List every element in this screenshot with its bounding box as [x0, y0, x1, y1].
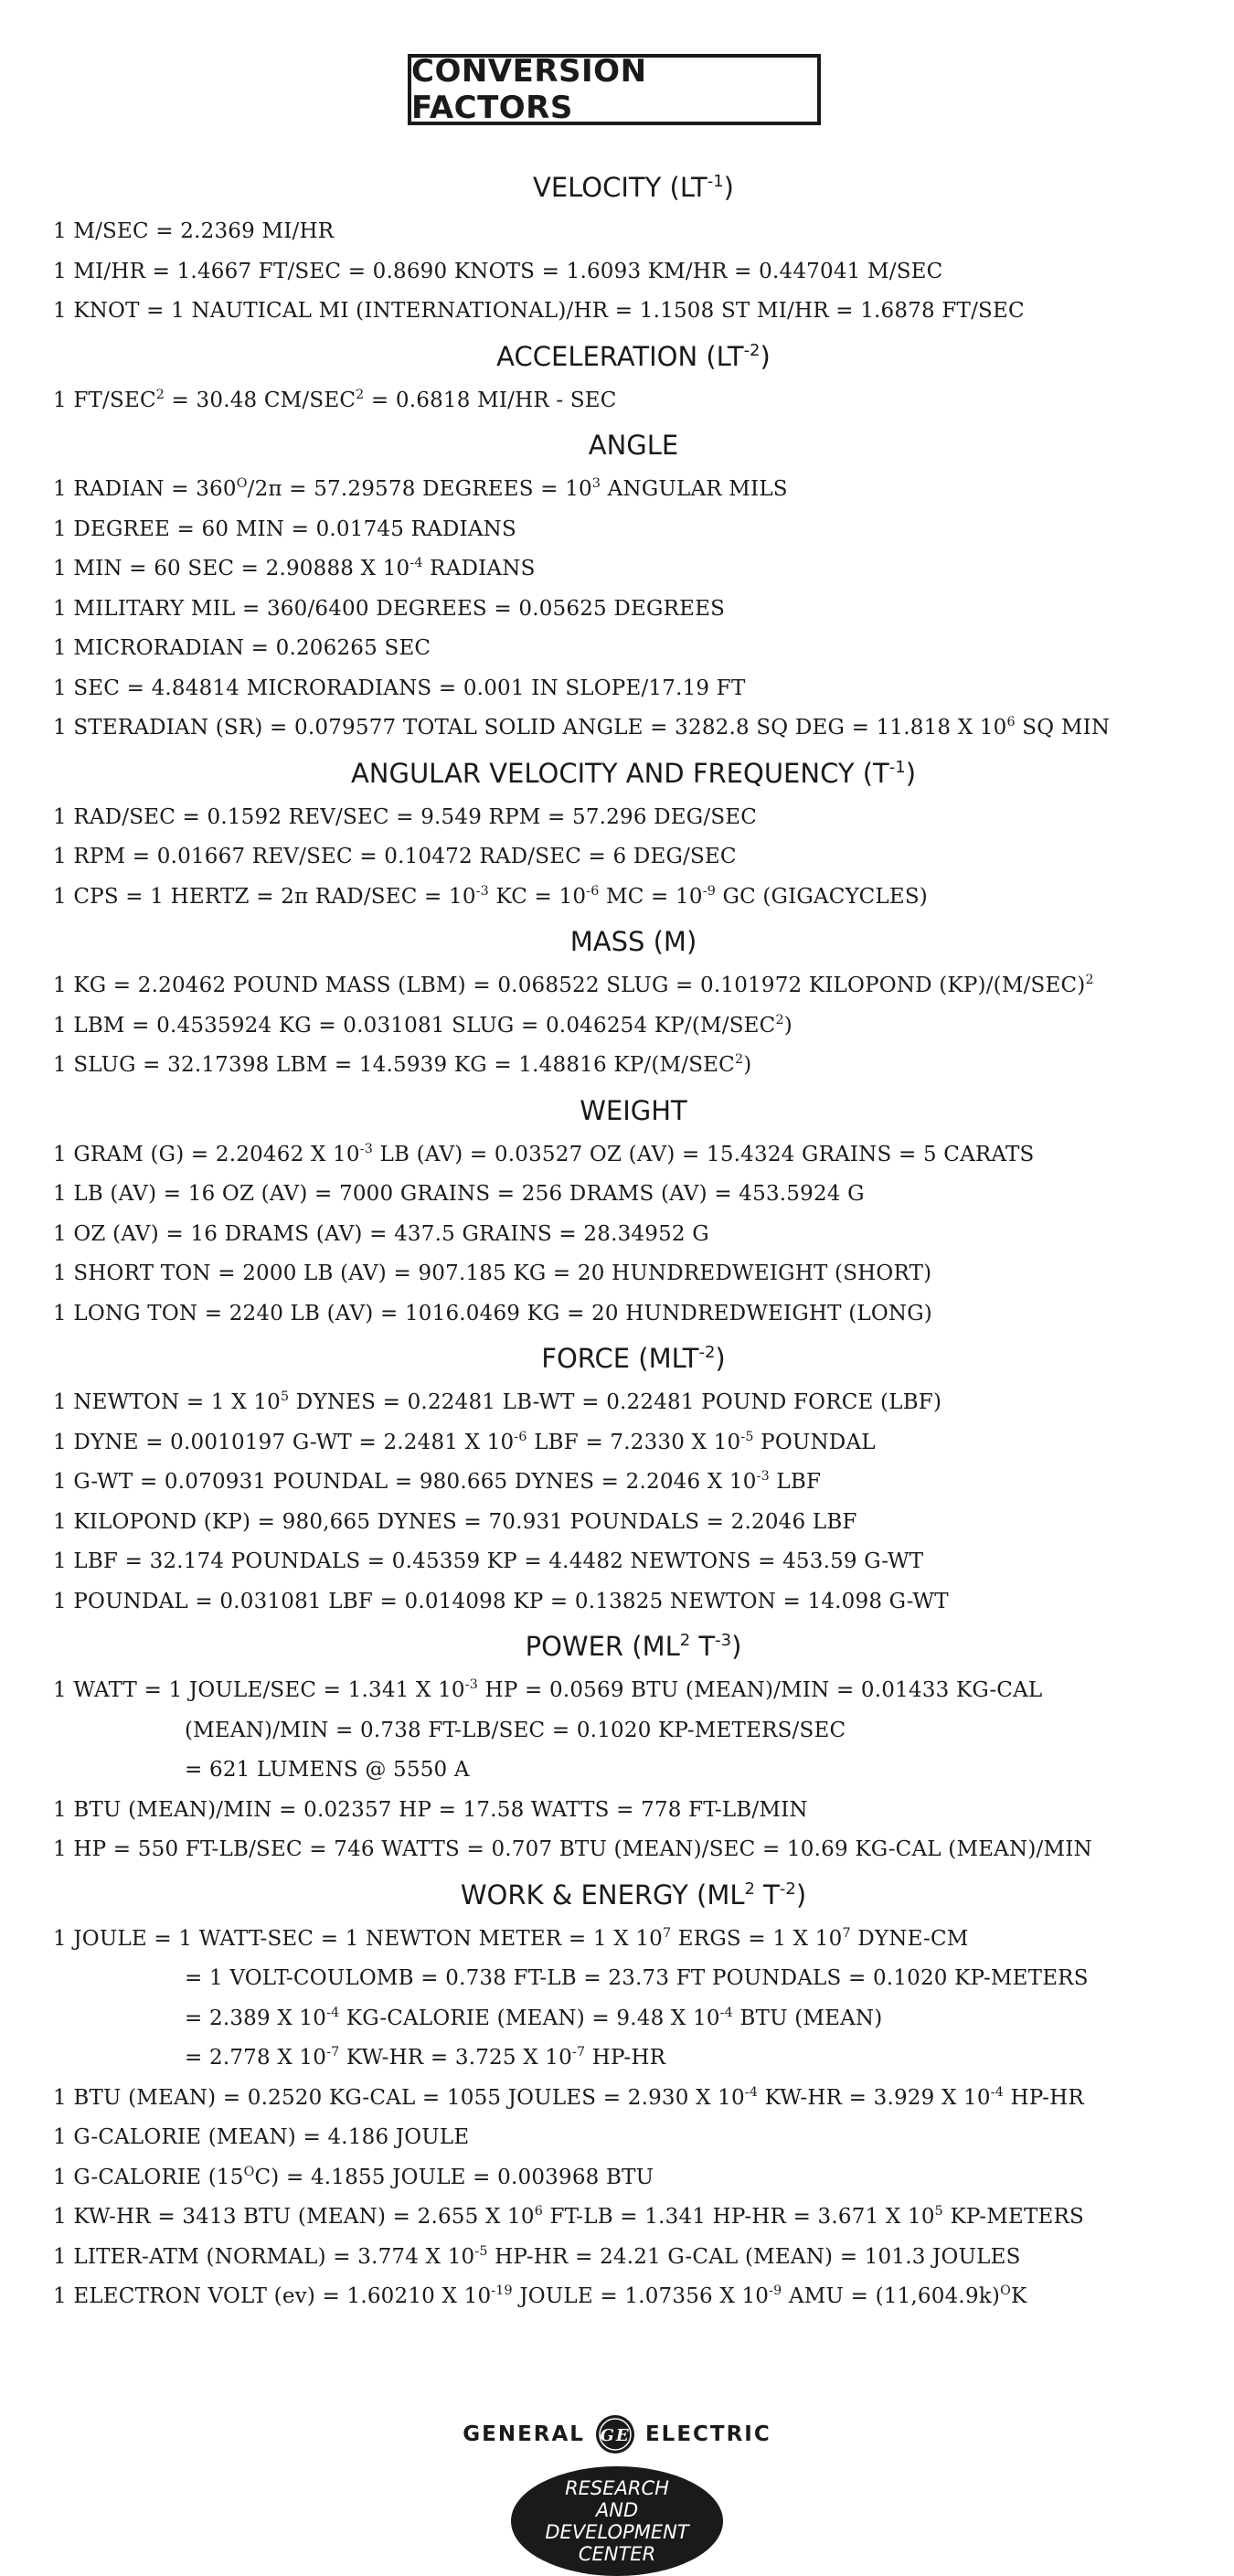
ge-brand — [0, 2413, 1234, 2455]
brand-right-text: ELECTRIC — [644, 2422, 771, 2446]
conversion-line: 1 KW-HR = 3413 BTU (MEAN) = 2.655 X $10^6$ FT-LB = 1.341 HP-HR = 3.671 X $10^5$ KP-METERS — [53, 2204, 1084, 2229]
conversion-line-continued: (MEAN)/MIN = 0.738 FT-LB/SEC = 0.1020 KP-METERS/SEC — [185, 1718, 846, 1742]
conversion-line: 1 MIN = 60 SEC = 2.90888 X $10^{-4}$ RADIANS — [53, 556, 536, 580]
ge-logo-text: GE — [600, 2426, 631, 2445]
conversion-line: 1 ELECTRON VOLT (ev) = 1.60210 X $10^{-19}$ JOULE = 1.07356 X $10^{-9}$ AMU = $(11,604.9k)^OK$ — [53, 2283, 1027, 2308]
section-heading: VELOCITY $(LT^{-1})$ — [532, 171, 734, 203]
conversion-table — [53, 163, 1214, 2317]
conversion-line: 1 MILITARY MIL = 360/6400 DEGREES = 0.05625 DEGREES — [53, 596, 726, 621]
section-heading: WORK & ENERGY ($ML^2$ $T^{-2}$) — [460, 1879, 807, 1911]
conversion-line: 1 LITER-ATM (NORMAL) = 3.774 X $10^{-5}$ HP-HR = 24.21 G-CAL (MEAN) = 101.3 JOULES — [53, 2243, 1021, 2269]
badge-line: CENTER — [578, 2543, 656, 2565]
badge-line: RESEARCH — [565, 2477, 669, 2499]
section-heading: ANGULAR VELOCITY AND FREQUENCY $(T^{-1})$ — [350, 757, 917, 789]
conversion-line: 1 POUNDAL = 0.031081 LBF = 0.014098 KP = 0.13825 NEWTON = 14.098 G-WT — [53, 1589, 949, 1613]
conversion-line-continued: = 621 LUMENS @ 5550 A — [185, 1758, 470, 1782]
ge-logo-icon — [594, 2413, 636, 2455]
conversion-line: 1 NEWTON = 1 X $10^5$ DYNES = 0.22481 LB-WT = 0.22481 POUND FORCE (LBF) — [53, 1389, 942, 1414]
conversion-line-continued: = 2.389 X $10^{-4}$ KG-CALORIE (MEAN) = 9.48 X $10^{-4}$ BTU (MEAN) — [185, 2005, 883, 2030]
conversion-line: 1 CPS = 1 HERTZ = 2π $RAD/SEC = 10^{-3}$ KC = $10^{-6}$ MC = $10^{-9}$ GC (GIGACYCLES) — [53, 883, 928, 909]
footer — [0, 2413, 1234, 2576]
conversion-line: 1 G-CALORIE (MEAN) = 4.186 JOULE — [53, 2125, 470, 2149]
conversion-line: 1 GRAM (G) = 2.20462 X $10^{-3}$ LB (AV) = 0.03527 OZ (AV) = 15.4324 GRAINS = 5 CARATS — [53, 1141, 1035, 1166]
section-heading: POWER ($ML^2$ $T^{-3}$) — [525, 1630, 742, 1662]
conversion-line-continued: = 2.778 X $10^{-7}$ KW-HR = 3.725 X $10^{-7}$ HP-HR — [185, 2045, 666, 2070]
conversion-line: 1 KNOT = 1 NAUTICAL MI (INTERNATIONAL)/HR = 1.1508 ST MI/HR = 1.6878 FT/SEC — [53, 299, 1025, 323]
section — [53, 163, 1214, 332]
section — [53, 1334, 1214, 1622]
brand-left-text: GENERAL — [463, 2422, 585, 2446]
conversion-line: 1 LBM = 0.4535924 KG = 0.031081 SLUG = 0.046254 KP/(M/SEC$^2$) — [53, 1012, 793, 1038]
conversion-line: 1 WATT = 1 JOULE/SEC = 1.341 X $10^{-3}$ HP = 0.0569 BTU (MEAN)/MIN = 0.01433 KG-CAL — [53, 1677, 1043, 1702]
conversion-line: 1 LONG TON = 2240 LB (AV) = 1016.0469 KG = 20 HUNDREDWEIGHT (LONG) — [53, 1301, 932, 1325]
section — [53, 917, 1214, 1086]
section-heading: ACCELERATION $(LT^{-2})$ — [496, 340, 771, 372]
conversion-line: 1 MICRORADIAN = 0.206265 SEC — [53, 636, 431, 660]
conversion-line: 1 $FT/SEC^2 = 30.48$ $CM/SEC^2 = 0.6818$ MI/HR - SEC — [53, 387, 617, 412]
conversion-line-continued: = 1 VOLT-COULOMB = 0.738 FT-LB = 23.73 FT POUNDALS = 0.1020 KP-METERS — [185, 1966, 1089, 1990]
conversion-line: 1 DYNE = 0.0010197 G-WT = 2.2481 X $10^{-6}$ LBF = 7.2330 X $10^{-5}$ POUNDAL — [53, 1429, 876, 1454]
section — [53, 1870, 1214, 2317]
conversion-line: 1 RAD/SEC = 0.1592 REV/SEC = 9.549 RPM = 57.296 DEG/SEC — [53, 804, 758, 829]
conversion-line: 1 SEC = 4.84814 MICRORADIANS = 0.001 IN SLOPE/17.19 FT — [53, 676, 746, 700]
section-heading: WEIGHT — [580, 1094, 687, 1126]
conversion-line: 1 LBF = 32.174 POUNDALS = 0.45359 KP = 4.4482 NEWTONS = 453.59 G-WT — [53, 1549, 924, 1573]
conversion-line: 1 M/SEC = 2.2369 MI/HR — [53, 219, 335, 243]
conversion-line: 1 G-CALORIE $(15^OC) = 4.1855$ JOULE = 0.003968 BTU — [53, 2164, 654, 2189]
conversion-line: 1 KG = 2.20462 POUND MASS (LBM) = 0.068522 SLUG = 0.101972 KILOPOND $(KP)/(M/SEC)^2$ — [53, 973, 1094, 997]
badge-line: AND — [595, 2499, 639, 2521]
conversion-line: 1 KILOPOND (KP) = 980,665 DYNES = 70.931 POUNDALS = 2.2046 LBF — [53, 1509, 857, 1534]
conversion-line: 1 STERADIAN (SR) = 0.079577 TOTAL SOLID ANGLE = 3282.8 SQ DEG = 11.818 X $10^6$ SQ MIN — [53, 715, 1111, 740]
conversion-line: 1 BTU (MEAN) = 0.2520 KG-CAL = 1055 JOULES = 2.930 X $10^{-4}$ KW-HR = 3.929 X $10^{-4}$ HP-HR — [53, 2084, 1084, 2110]
conversion-line: 1 LB (AV) = 16 OZ (AV) = 7000 GRAINS = 256 DRAMS (AV) = 453.5924 G — [53, 1182, 865, 1206]
conversion-line: 1 DEGREE = 60 MIN = 0.01745 RADIANS — [53, 516, 516, 541]
page-title: CONVERSION FACTORS — [408, 54, 821, 125]
conversion-line: 1 G-WT = 0.070931 POUNDAL = 980.665 DYNES = 2.2046 X $10^{-3}$ LBF — [53, 1469, 822, 1494]
section-heading: ANGLE — [588, 430, 679, 461]
conversion-line: 1 RPM = 0.01667 REV/SEC = 0.10472 RAD/SEC = 6 DEG/SEC — [53, 845, 737, 868]
conversion-line: 1 SHORT TON = 2000 LB (AV) = 907.185 KG = 20 HUNDREDWEIGHT (SHORT) — [53, 1261, 932, 1285]
conversion-line: 1 JOULE = 1 WATT-SEC = 1 NEWTON METER = 1 X $10^7$ ERGS = 1 X $10^7$ DYNE-CM — [53, 1925, 969, 1951]
section — [53, 1086, 1214, 1335]
section-heading: FORCE $(MLT^{-2})$ — [541, 1342, 726, 1374]
conversion-line: 1 BTU (MEAN)/MIN = 0.02357 HP = 17.58 WATTS = 778 FT-LB/MIN — [53, 1797, 808, 1822]
section — [53, 420, 1214, 749]
conversion-line: 1 MI/HR = 1.4667 FT/SEC = 0.8690 KNOTS = 1.6093 KM/HR = 0.447041 M/SEC — [53, 259, 943, 283]
section — [53, 332, 1214, 421]
section — [53, 1622, 1214, 1870]
conversion-line: 1 OZ (AV) = 16 DRAMS (AV) = 437.5 GRAINS = 28.34952 G — [53, 1221, 709, 1246]
rd-center-badge — [511, 2466, 723, 2576]
conversion-line: 1 HP = 550 FT-LB/SEC = 746 WATTS = 0.707 BTU (MEAN)/SEC = 10.69 KG-CAL (MEAN)/MIN — [53, 1837, 1092, 1861]
section — [53, 749, 1214, 918]
conversion-line: 1 RADIAN = $360^O/2\pi = 57.29578$ DEGREES = $10^3$ ANGULAR MILS — [53, 476, 788, 501]
conversion-line: 1 SLUG = 32.17398 LBM = 14.5939 KG = 1.48816 KP/(M/SEC$^2$) — [53, 1052, 752, 1077]
section-heading: MASS (M) — [569, 926, 697, 957]
badge-line: DEVELOPMENT — [545, 2521, 689, 2543]
